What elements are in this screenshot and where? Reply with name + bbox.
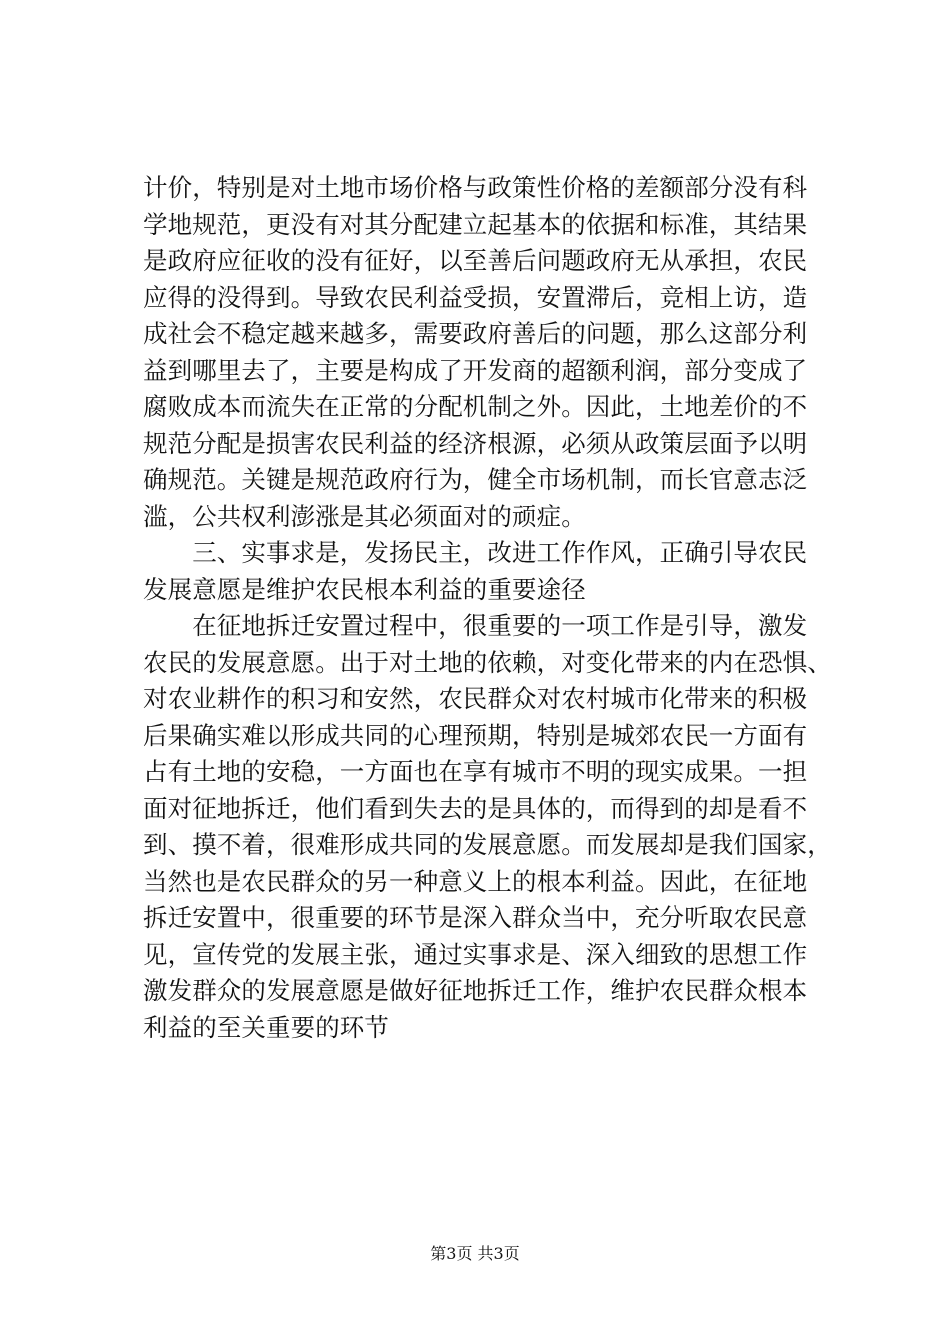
text-line: 激发群众的发展意愿是做好征地拆迁工作，维护农民群众根本 xyxy=(143,976,808,1005)
text-line: 农民的发展意愿。出于对土地的依赖，对变化带来的内在恐惧、 xyxy=(143,647,832,677)
section-heading-line: 发展意愿是维护农民根本利益的重要途径 xyxy=(143,574,586,604)
text-line: 腐败成本而流失在正常的分配机制之外。因此，土地差价的不 xyxy=(143,392,808,421)
section-heading-line: 三、实事求是，发扬民主，改进工作作风，正确引导农民 xyxy=(143,538,808,567)
text-line: 滥，公共权利澎涨是其必须面对的顽症。 xyxy=(143,501,586,531)
text-line: 后果确实难以形成共同的心理预期，特别是城郊农民一方面有 xyxy=(143,720,808,750)
page-number-footer: 第3页 共3页 xyxy=(430,1244,520,1263)
text-line: 当然也是农民群众的另一种意义上的根本利益。因此，在征地 xyxy=(143,866,808,896)
text-line: 利益的至关重要的环节 xyxy=(143,1012,389,1042)
text-line: 是政府应征收的没有征好，以至善后问题政府无从承担，农民 xyxy=(143,246,808,275)
text-line: 面对征地拆迁，他们看到失去的是具体的，而得到的却是看不 xyxy=(143,793,808,823)
text-line: 益到哪里去了，主要是构成了开发商的超额利润，部分变成了 xyxy=(143,355,808,385)
text-line: 成社会不稳定越来越多，需要政府善后的问题，那么这部分利 xyxy=(143,319,808,348)
text-line: 学地规范，更没有对其分配建立起基本的依据和标准，其结果 xyxy=(143,209,808,239)
text-line: 占有土地的安稳，一方面也在享有城市不明的现实成果。一担 xyxy=(143,757,808,786)
body-text xyxy=(143,170,832,1046)
text-line: 到、摸不着，很难形成共同的发展意愿。而发展却是我们国家， xyxy=(143,830,832,859)
text-line: 在征地拆迁安置过程中，很重要的一项工作是引导，激发 xyxy=(143,611,808,640)
text-line: 对农业耕作的积习和安然，农民群众对农村城市化带来的积极 xyxy=(143,684,808,713)
text-line: 应得的没得到。导致农民利益受损，安置滞后，竞相上访，造 xyxy=(143,282,808,312)
text-line: 拆迁安置中，很重要的环节是深入群众当中，充分听取农民意 xyxy=(143,903,808,932)
text-line: 规范分配是损害农民利益的经济根源，必须从政策层面予以明 xyxy=(143,428,808,458)
text-line: 见，宣传党的发展主张，通过实事求是、深入细致的思想工作 xyxy=(143,939,808,969)
text-line: 确规范。关键是规范政府行为，健全市场机制，而长官意志泛 xyxy=(143,465,808,494)
text-line: 计价，特别是对土地市场价格与政策性价格的差额部分没有科 xyxy=(143,173,808,202)
